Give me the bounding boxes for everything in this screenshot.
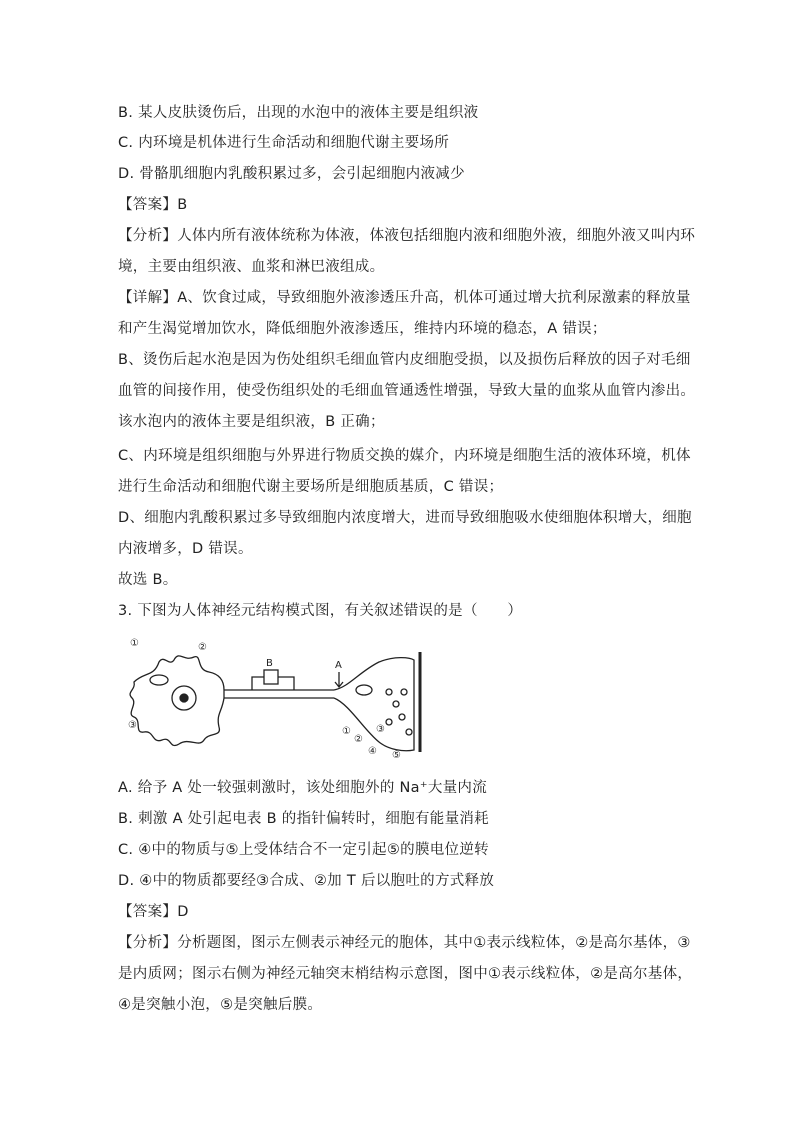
- detail-line: 【详解】A、饮食过咸，导致细胞外液渗透压升高，机体可通过增大抗利尿激素的释放量: [118, 290, 691, 306]
- option-b-line: B. 某人皮肤烫伤后，出现的水泡中的液体主要是组织液: [118, 105, 479, 121]
- mitochondrion: [150, 675, 168, 685]
- label-1-right: ①: [342, 726, 351, 737]
- label-3-left: ③: [128, 720, 137, 731]
- label-2-left: ②: [198, 642, 207, 653]
- mitochondrion: [356, 685, 372, 695]
- synaptic-vesicle: [401, 689, 407, 695]
- neuron-cell-body: [130, 656, 224, 746]
- synaptic-vesicle: [386, 689, 392, 695]
- detail-line: 和产生渴觉增加饮水，降低细胞外液渗透压，维持内环境的稳态，A 错误；: [118, 321, 607, 337]
- option-c-line: C. 内环境是机体进行生命活动和细胞代谢主要场所: [118, 135, 450, 151]
- analysis-line: 是内质网；图示右侧为神经元轴突末梢结构示意图，图中①表示线粒体，②是高尔基体，: [118, 966, 693, 982]
- detail-line: 进行生命活动和细胞代谢主要场所是细胞质基质，C 错误；: [118, 479, 504, 495]
- label-1-left: ①: [130, 638, 139, 649]
- label-5: ⑤: [392, 750, 401, 761]
- question-3-stem: 3. 下图为人体神经元结构模式图，有关叙述错误的是（ ）: [118, 603, 523, 619]
- analysis-line: ④是突触小泡，⑤是突触后膜。: [118, 997, 323, 1013]
- synaptic-vesicle: [386, 719, 392, 725]
- meter-b: [264, 670, 278, 684]
- detail-line: 该水泡内的液体主要是组织液，B 正确；: [118, 414, 385, 430]
- conclusion-line: 故选 B。: [118, 572, 178, 588]
- synaptic-vesicle: [406, 729, 412, 735]
- option-b-q3: B. 刺激 A 处引起电表 B 的指针偏转时，细胞有能量消耗: [118, 811, 489, 827]
- option-d-line: D. 骨骼肌细胞内乳酸积累过多，会引起细胞内液减少: [118, 166, 465, 182]
- nucleolus: [180, 694, 188, 702]
- option-a-q3: A. 给予 A 处一较强刺激时，该处细胞外的 Na⁺大量内流: [118, 780, 488, 796]
- stimulus-arrow-a: [335, 672, 343, 687]
- synaptic-vesicle: [399, 714, 405, 720]
- answer-line: 【答案】B: [118, 197, 188, 213]
- label-3-right: ③: [376, 724, 385, 735]
- detail-line: B、烫伤后起水泡是因为伤处组织毛细血管内皮细胞受损，以及损伤后释放的因子对毛细: [118, 352, 691, 368]
- analysis-line: 境，主要由组织液、血浆和淋巴液组成。: [118, 259, 385, 275]
- detail-line: C、内环境是组织细胞与外界进行物质交换的媒介，内环境是细胞生活的液体环境，机体: [118, 448, 691, 464]
- label-2-right: ②: [354, 734, 363, 745]
- answer-line: 【答案】D: [118, 904, 189, 920]
- option-c-q3: C. ④中的物质与⑤上受体结合不一定引起⑤的膜电位逆转: [118, 842, 489, 858]
- label-b: B: [266, 658, 273, 669]
- detail-line: 内液增多，D 错误。: [118, 541, 253, 557]
- neuron-diagram: [124, 632, 424, 762]
- synaptic-vesicle: [393, 701, 399, 707]
- option-d-q3: D. ④中的物质都要经③合成、②加 T 后以胞吐的方式释放: [118, 873, 495, 889]
- label-4: ④: [368, 746, 377, 757]
- analysis-line: 【分析】人体内所有液体统称为体液，体液包括细胞内液和细胞外液，细胞外液又叫内环: [118, 228, 696, 244]
- label-a: A: [335, 660, 342, 671]
- analysis-line: 【分析】分析题图，图示左侧表示神经元的胞体，其中①表示线粒体，②是高尔基体，③: [118, 935, 691, 951]
- detail-line: 血管的间接作用，使受伤组织处的毛细血管通透性增强，导致大量的血浆从血管内渗出。: [118, 383, 696, 399]
- detail-line: D、细胞内乳酸积累过多导致细胞内浓度增大，进而导致细胞吸水使细胞体积增大，细胞: [118, 510, 692, 526]
